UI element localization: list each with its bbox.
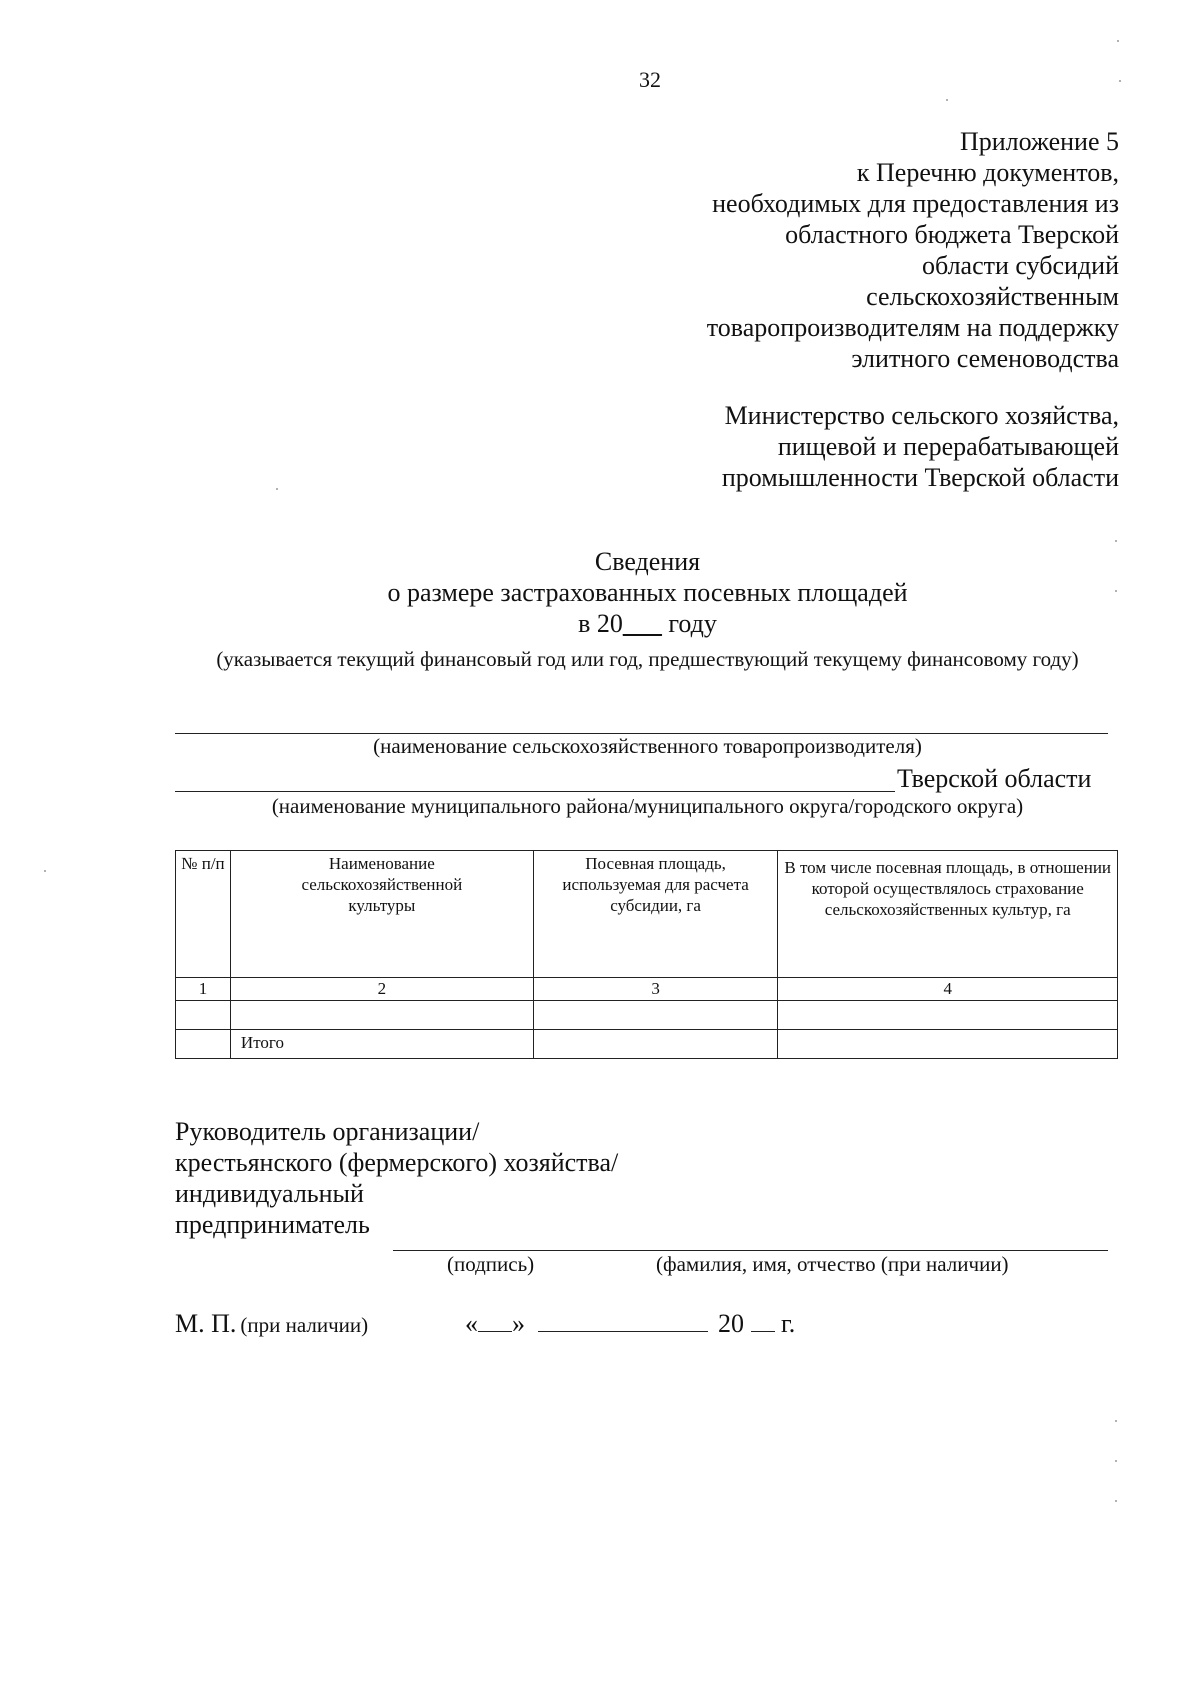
appendix-line: области субсидий <box>921 251 1119 280</box>
year-blank[interactable] <box>751 1309 775 1332</box>
scan-speck <box>1115 1420 1117 1422</box>
appendix-line: необходимых для предоставления из <box>712 189 1119 218</box>
appendix-line: товаропроизводителям на поддержку <box>706 313 1119 342</box>
day-blank[interactable] <box>478 1309 512 1332</box>
signature-line <box>393 1250 1108 1251</box>
month-blank[interactable] <box>538 1309 708 1332</box>
header-crop: Наименование сельскохозяйственной культуры <box>230 851 533 978</box>
scan-speck <box>1117 40 1119 42</box>
table-cell[interactable] <box>778 1030 1118 1059</box>
header-insured-area: В том числе посевная площадь, в отношении которой осуществлялось страхование сельскохозяйственных культур, га <box>778 851 1118 978</box>
full-name-caption: (фамилия, имя, отчество (при наличии) <box>656 1252 1009 1276</box>
column-number: 4 <box>778 978 1118 1001</box>
scan-speck <box>1119 80 1121 82</box>
recipient-line: промышленности Тверской области <box>721 463 1119 492</box>
title-year-suffix: году <box>661 609 717 638</box>
insured-areas-table <box>175 850 1118 1059</box>
appendix-line: Приложение 5 <box>959 127 1119 156</box>
header-number: № п/п <box>176 851 231 978</box>
recipient-line: Министерство сельского хозяйства, <box>724 401 1119 430</box>
scan-speck <box>1115 540 1117 542</box>
table-cell[interactable] <box>176 1030 231 1059</box>
title-year-blank: ___ <box>622 609 662 638</box>
table-row <box>176 1001 1118 1030</box>
appendix-line: областного бюджета Тверской <box>785 220 1119 249</box>
header-area: Посевная площадь, используемая для расчета субсидии, га <box>533 851 778 978</box>
year-note: (указывается текущий финансовый год или год, предшествующий текущему финансовому году) <box>216 647 1079 671</box>
title-year-prefix: в 20 <box>578 609 623 638</box>
column-number: 3 <box>533 978 778 1001</box>
appendix-header <box>599 126 1119 374</box>
total-row <box>176 1030 1118 1059</box>
column-numbers-row <box>176 978 1118 1001</box>
table-cell[interactable] <box>176 1001 231 1030</box>
table-header-row <box>176 851 1118 978</box>
stamp-note: (при наличии) <box>240 1313 369 1337</box>
district-caption: (наименование муниципального района/муниципального округа/городского округа) <box>271 794 1024 818</box>
scan-speck <box>1115 590 1117 592</box>
scan-speck <box>946 99 948 101</box>
title-year-line <box>175 608 1120 639</box>
signer-line: Руководитель организации/ <box>175 1117 480 1146</box>
column-number: 1 <box>176 978 231 1001</box>
date-field <box>465 1309 795 1339</box>
scan-speck <box>44 870 46 872</box>
title-line-2: о размере застрахованных посевных площадей <box>387 578 908 607</box>
table-cell[interactable] <box>230 1001 533 1030</box>
quote-close: » <box>512 1309 525 1338</box>
year-prefix: 20 <box>718 1309 744 1338</box>
page-number: 32 <box>639 67 661 92</box>
scan-speck <box>276 488 278 490</box>
table-cell[interactable] <box>533 1001 778 1030</box>
signer-line: предприниматель <box>175 1210 370 1239</box>
scan-speck <box>1115 1460 1117 1462</box>
district-suffix: Тверской области <box>897 764 1092 793</box>
signature-caption: (подпись) <box>447 1252 535 1276</box>
column-number: 2 <box>230 978 533 1001</box>
total-label: Итого <box>230 1030 533 1059</box>
table-cell[interactable] <box>778 1001 1118 1030</box>
district-name-line <box>175 791 895 792</box>
signer-line: крестьянского (фермерского) хозяйства/ <box>175 1148 619 1177</box>
signer-block <box>175 1116 618 1240</box>
recipient-block <box>599 400 1119 493</box>
title-line-1: Сведения <box>594 547 701 576</box>
appendix-line: элитного семеноводства <box>851 344 1119 373</box>
appendix-line: к Перечню документов, <box>856 158 1119 187</box>
table-cell[interactable] <box>533 1030 778 1059</box>
scan-speck <box>1115 1500 1117 1502</box>
document-title <box>175 546 1120 639</box>
producer-caption: (наименование сельскохозяйственного товаропроизводителя) <box>373 734 922 758</box>
stamp-place <box>175 1309 368 1339</box>
quote-open: « <box>465 1309 478 1338</box>
stamp-label: М. П. <box>175 1309 237 1338</box>
appendix-line: сельскохозяйственным <box>866 282 1119 311</box>
signer-line: индивидуальный <box>175 1179 364 1208</box>
year-suffix: г. <box>781 1309 796 1338</box>
recipient-line: пищевой и перерабатывающей <box>777 432 1119 461</box>
